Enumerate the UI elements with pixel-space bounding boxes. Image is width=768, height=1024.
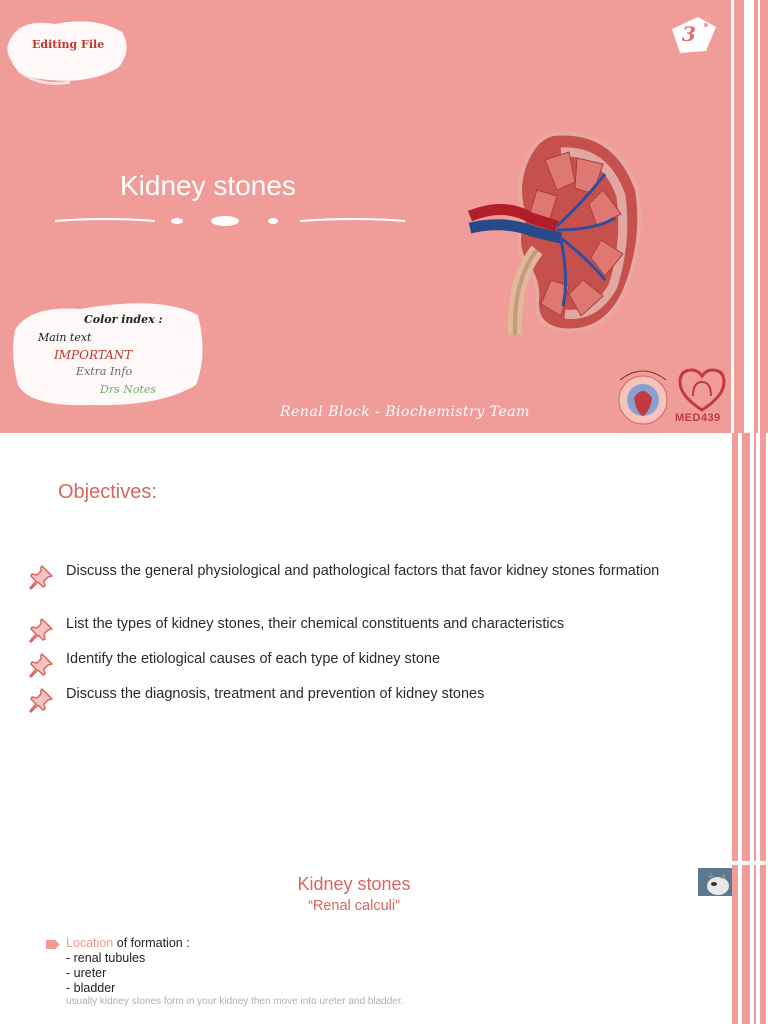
objective-item — [28, 615, 688, 639]
location-label: Location — [66, 936, 114, 950]
cat-thumbnail — [698, 868, 732, 896]
pushpin-icon — [28, 617, 54, 643]
objective-text: Identify the etiological causes of each type of kidney stone — [66, 651, 441, 667]
color-index-extra: Extra Info — [76, 365, 133, 378]
location-rest: of formation : — [113, 936, 190, 950]
objective-item — [28, 685, 688, 709]
slide-title: Kidney stones — [120, 170, 296, 201]
decor-stripe — [732, 433, 738, 1024]
location-item: - ureter — [66, 966, 107, 980]
pushpin-icon — [28, 564, 54, 590]
decor-stripe — [742, 433, 750, 1024]
location-item: - renal tubules — [66, 951, 146, 965]
section-title: Kidney stones — [297, 874, 411, 894]
decor-stripe — [760, 433, 766, 1024]
objective-text: Discuss the general physiological and pathological factors that favor kidney stones formation — [66, 563, 660, 579]
color-index-main: Main text — [38, 331, 92, 344]
decor-stripe — [754, 433, 756, 1024]
decor-stripe — [758, 0, 760, 433]
kidney-illustration — [465, 130, 645, 335]
color-index-important: IMPORTANT — [54, 348, 133, 362]
tag-bullet-icon — [46, 940, 60, 949]
objective-item — [28, 650, 688, 674]
cat-image-icon — [698, 868, 732, 896]
location-note: usually kidney stones form in your kidney then move into ureter and bladder. — [66, 996, 404, 1007]
pushpin-icon — [28, 652, 54, 678]
objectives-title: Objectives: — [58, 481, 157, 503]
decor-stripe — [731, 0, 734, 433]
decor-stripe — [744, 0, 754, 433]
location-block — [48, 936, 190, 996]
title-slide — [0, 0, 768, 433]
objective-text: Discuss the diagnosis, treatment and prevention of kidney stones — [66, 686, 485, 702]
location-heading — [48, 936, 190, 951]
section-subtitle: “Renal calculi” — [308, 898, 400, 914]
objective-text: List the types of kidney stones, their chemical constituents and characteristics — [66, 616, 565, 632]
approval-seal-icon — [614, 362, 672, 430]
content-slide — [0, 433, 768, 1024]
pushpin-icon — [28, 687, 54, 713]
team-label: Renal Block - Biochemistry Team — [280, 404, 530, 420]
title-divider — [55, 214, 405, 228]
slide-separator — [700, 861, 768, 865]
color-index-notes: Drs Notes — [100, 383, 157, 396]
location-item: - bladder — [66, 981, 116, 995]
med439-logo-icon — [676, 366, 728, 412]
objective-item — [28, 562, 688, 602]
color-index-heading: Color index : — [84, 313, 163, 326]
page-number: 3 — [682, 22, 696, 46]
med439-logo-text: MED439 — [675, 412, 721, 424]
editing-file-link[interactable]: Editing File — [32, 38, 105, 51]
